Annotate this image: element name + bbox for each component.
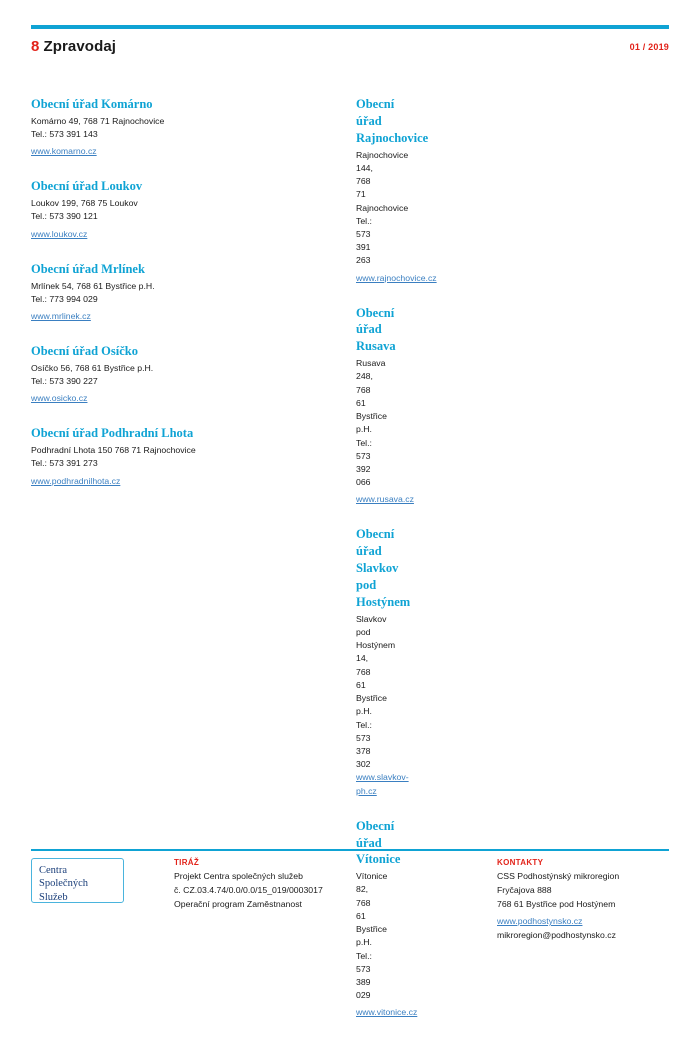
footer-imprint bbox=[174, 858, 474, 911]
imprint-line-2: č. CZ.03.4.74/0.0/0.0/15_019/0003017 bbox=[174, 884, 323, 895]
page-title bbox=[31, 38, 669, 55]
office-website-link[interactable]: www.mrlinek.cz bbox=[31, 310, 91, 321]
office-website-link[interactable]: www.slavkov-ph.cz bbox=[356, 772, 409, 796]
office-name: Obecní úřad Komárno bbox=[31, 97, 153, 111]
office-address: Komárno 49, 768 71 Rajnochovice bbox=[31, 115, 165, 126]
office-phone: Tel.: 773 994 029 bbox=[31, 293, 98, 304]
header-divider bbox=[31, 25, 669, 29]
page-number: 8 bbox=[31, 38, 40, 55]
imprint-line-1: Projekt Centra společných služeb bbox=[174, 871, 303, 881]
css-logo-line-2: Společných bbox=[39, 878, 88, 890]
office-website-link[interactable]: www.loukov.cz bbox=[31, 228, 88, 239]
office-website-link[interactable]: www.rajnochovice.cz bbox=[356, 272, 437, 283]
office-website-link[interactable]: www.komarno.cz bbox=[31, 146, 97, 157]
office-phone: Tel.: 573 390 227 bbox=[31, 376, 98, 387]
office-address: Podhradní Lhota 150 768 71 Rajnochovice bbox=[31, 445, 196, 456]
contacts-website-link[interactable]: www.podhostynsko.cz bbox=[497, 916, 583, 927]
imprint-line-3: Operační program Zaměstnanost bbox=[174, 898, 302, 909]
office-website-link[interactable]: www.rusava.cz bbox=[356, 494, 414, 505]
contacts-heading: KONTAKTY bbox=[497, 858, 544, 867]
office-address: Loukov 199, 768 75 Loukov bbox=[31, 198, 138, 209]
office-name: Obecní úřad Podhradní Lhota bbox=[31, 426, 194, 441]
office-address: Mrlínek 54, 768 61 Bystřice p.H. bbox=[31, 280, 155, 291]
css-logo-text bbox=[39, 864, 88, 903]
footer-divider bbox=[31, 849, 669, 851]
office-address: Osíčko 56, 768 61 Bystřice p.H. bbox=[31, 362, 154, 373]
contacts-column-right: Obecní úřad Rajnochovice Rajnochovice 144, 768 71 Rajnochovice Tel.: 573 391 263 www.rajnochovice.cz Obecní úřad Rusava Rusava 248, 768 61 Bystřice p.H. Tel.: 573 392 066 www.rusava.cz Obecní úřad Slavkov pod Hostýnem Slavkov pod Hostýnem 14, 768 61 Bystřice p.H. Tel.: 573 378 302 www.slavkov-ph.cz Obecní úřad Vítonice Vítonice 82, 768 61 Bystřice p.H. Tel.: 573 389 029 www.vitonice.cz bbox=[31, 96, 356, 1039]
contacts-line-2: Fryčajova 888 bbox=[497, 884, 552, 895]
office-phone: Tel.: 573 391 273 bbox=[31, 458, 98, 469]
office-phone: Tel.: 573 391 143 bbox=[31, 129, 98, 140]
contacts-line-1: CSS Podhostýnský mikroregion bbox=[497, 871, 620, 881]
office-website-link[interactable]: www.podhradnilhota.cz bbox=[31, 475, 121, 486]
office-website-link[interactable]: www.osicko.cz bbox=[31, 393, 88, 404]
css-logo-line-3: Služeb bbox=[39, 891, 68, 903]
contacts-line-3: 768 61 Bystřice pod Hostýnem bbox=[497, 898, 616, 909]
issue-label: 01 / 2019 bbox=[629, 42, 669, 52]
contacts-email: mikroregion@podhostynsko.cz bbox=[497, 930, 616, 941]
page-footer bbox=[31, 858, 669, 941]
office-name: Obecní úřad Mrlínek bbox=[31, 261, 145, 276]
office-phone: Tel.: 573 390 121 bbox=[31, 211, 98, 222]
office-name: Obecní úřad Osíčko bbox=[31, 343, 138, 358]
office-website-link[interactable]: www.vitonice.cz bbox=[356, 1007, 418, 1018]
css-logo-line-1: Centra bbox=[39, 865, 67, 876]
office-name: Obecní úřad Loukov bbox=[31, 179, 143, 194]
css-logo bbox=[31, 858, 124, 903]
imprint-heading: TIRÁŽ bbox=[174, 858, 200, 867]
publication-title: Zpravodaj bbox=[43, 38, 117, 55]
footer-contacts bbox=[497, 858, 700, 943]
page-header bbox=[31, 38, 669, 60]
